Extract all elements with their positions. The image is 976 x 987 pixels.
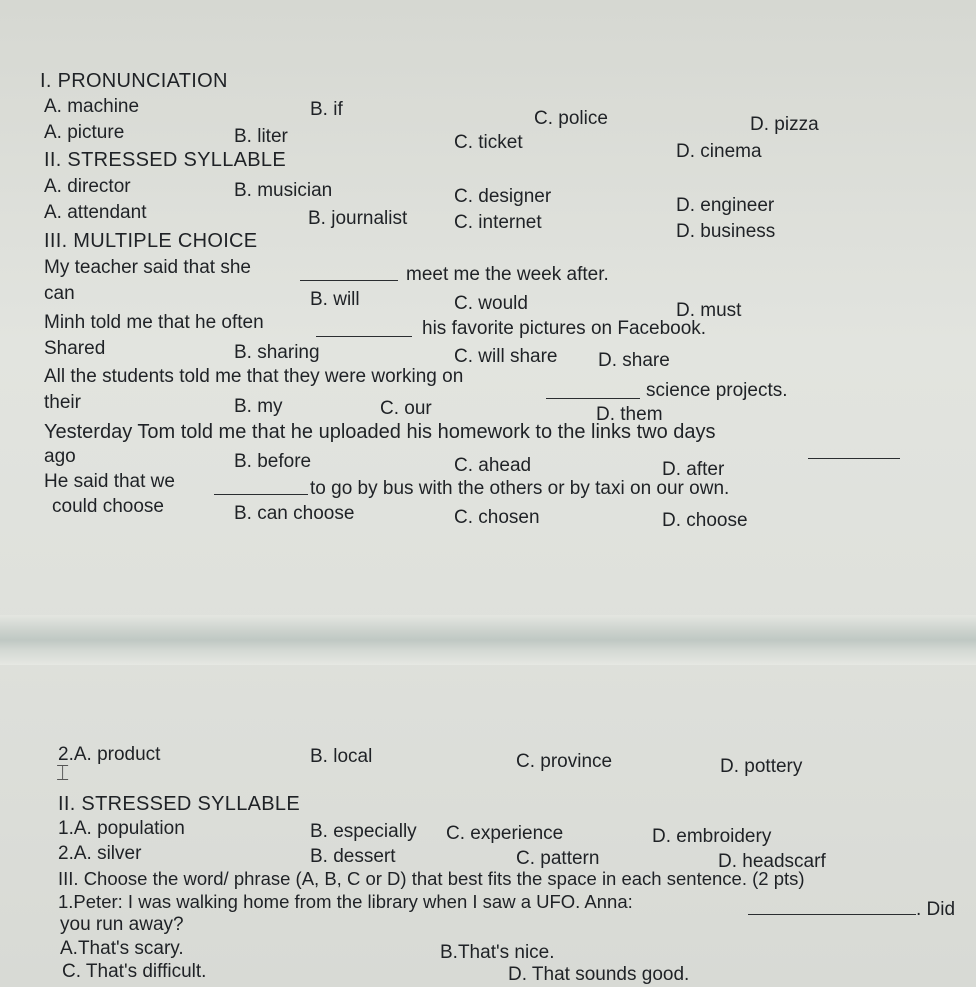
stress-heading-bottom: II. STRESSED SYLLABLE xyxy=(58,793,300,815)
mc-heading: III. MULTIPLE CHOICE xyxy=(44,230,258,252)
bottom-pron-q2-d: D. pottery xyxy=(720,756,803,777)
bottom-stress-q1-d: D. embroidery xyxy=(652,826,772,847)
pron-q1-b: B. if xyxy=(310,99,343,120)
part3-q1-blank xyxy=(748,914,916,915)
mc-q2-d: D. share xyxy=(598,350,670,371)
bottom-stress-q1-c: C. experience xyxy=(446,823,564,844)
mc-q4-stem: Yesterday Tom told me that he uploaded his homework to the links two days xyxy=(44,421,716,443)
bottom-stress-q2-b: B. dessert xyxy=(310,846,396,867)
stress-q1-c: C. designer xyxy=(454,186,552,207)
mc-q3-b: B. my xyxy=(234,396,283,417)
stress-q2-d: D. business xyxy=(676,221,776,242)
part3-heading: III. Choose the word/ phrase (A, B, C or D) that best fits the space in each sentence. (2 pts) xyxy=(58,868,805,889)
mc-q3-stem: All the students told me that they were working on xyxy=(44,366,464,387)
part3-q1-c: C. That's difficult. xyxy=(62,961,207,982)
mc-q5-stem: He said that we xyxy=(44,471,175,492)
pron-q1-c: C. police xyxy=(534,108,608,129)
bottom-stress-q2-d: D. headscarf xyxy=(718,851,826,872)
bottom-stress-q2-a: 2.A. silver xyxy=(58,843,142,864)
mc-q3-c: C. our xyxy=(380,398,432,419)
bottom-pron-q2-b: B. local xyxy=(310,746,373,767)
text-cursor-icon: ⌶ xyxy=(56,761,70,786)
stress-q2-a: A. attendant xyxy=(44,202,147,223)
pronunciation-heading: I. PRONUNCIATION xyxy=(40,70,228,92)
mc-q1-stem-end: meet me the week after. xyxy=(406,264,609,285)
mc-q3-blank xyxy=(546,398,640,399)
mc-q5-d: D. choose xyxy=(662,510,748,531)
pron-q2-b: B. liter xyxy=(234,126,288,147)
mc-q5-blank xyxy=(214,494,308,495)
part3-q1-line1: 1.Peter: I was walking home from the library when I saw a UFO. Anna: xyxy=(58,891,633,912)
mc-q4-a: ago xyxy=(44,446,76,467)
part3-q1-d: D. That sounds good. xyxy=(508,964,690,985)
mc-q3-stem-end: science projects. xyxy=(646,380,788,401)
stress-q1-a: A. director xyxy=(44,176,131,197)
bottom-stress-q1-b: B. especially xyxy=(310,821,417,842)
part3-q1-line2: you run away? xyxy=(60,914,184,935)
mc-q4-c: C. ahead xyxy=(454,455,532,476)
mc-q1-c: C. would xyxy=(454,293,528,314)
paper-fold xyxy=(0,615,976,665)
mc-q2-b: B. sharing xyxy=(234,342,320,363)
stress-q2-b: B. journalist xyxy=(308,208,408,229)
part3-q1-b: B.That's nice. xyxy=(440,942,555,963)
mc-q1-a: can xyxy=(44,283,75,304)
mc-q3-a: their xyxy=(44,392,81,413)
stress-q1-b: B. musician xyxy=(234,180,333,201)
mc-q5-b: B. can choose xyxy=(234,503,355,524)
stress-heading-top: II. STRESSED SYLLABLE xyxy=(44,149,286,171)
bottom-stress-q2-c: C. pattern xyxy=(516,848,600,869)
mc-q4-d: D. after xyxy=(662,459,725,480)
mc-q2-stem-end: his favorite pictures on Facebook. xyxy=(422,318,707,339)
bottom-pron-q2-c: C. province xyxy=(516,751,613,772)
mc-q5-c: C. chosen xyxy=(454,507,540,528)
mc-q1-blank xyxy=(300,280,398,281)
mc-q1-b: B. will xyxy=(310,289,360,310)
mc-q5-stem-end: to go by bus with the others or by taxi on our own. xyxy=(310,478,730,499)
mc-q1-d: D. must xyxy=(676,300,742,321)
mc-q2-c: C. will share xyxy=(454,346,558,367)
bottom-stress-q1-a: 1.A. population xyxy=(58,818,185,839)
mc-q5-a: could choose xyxy=(52,496,164,517)
mc-q3-d: D. them xyxy=(596,404,663,425)
pron-q2-d: D. cinema xyxy=(676,141,762,162)
part3-q1-a: A.That's scary. xyxy=(60,938,184,959)
pron-q2-c: C. ticket xyxy=(454,132,523,153)
mc-q2-blank xyxy=(316,336,412,337)
mc-q2-stem: Minh told me that he often xyxy=(44,312,264,333)
stress-q2-c: C. internet xyxy=(454,212,542,233)
part3-q1-end: . Did xyxy=(916,899,956,920)
mc-q2-a: Shared xyxy=(44,338,106,359)
pron-q2-a: A. picture xyxy=(44,122,125,143)
mc-q1-stem: My teacher said that she xyxy=(44,257,251,278)
mc-q4-blank xyxy=(808,458,900,459)
pron-q1-d: D. pizza xyxy=(750,114,819,135)
pron-q1-a: A. machine xyxy=(44,96,140,117)
mc-q4-b: B. before xyxy=(234,451,312,472)
stress-q1-d: D. engineer xyxy=(676,195,775,216)
bottom-pron-q2-a: 2.A. product xyxy=(58,744,161,765)
